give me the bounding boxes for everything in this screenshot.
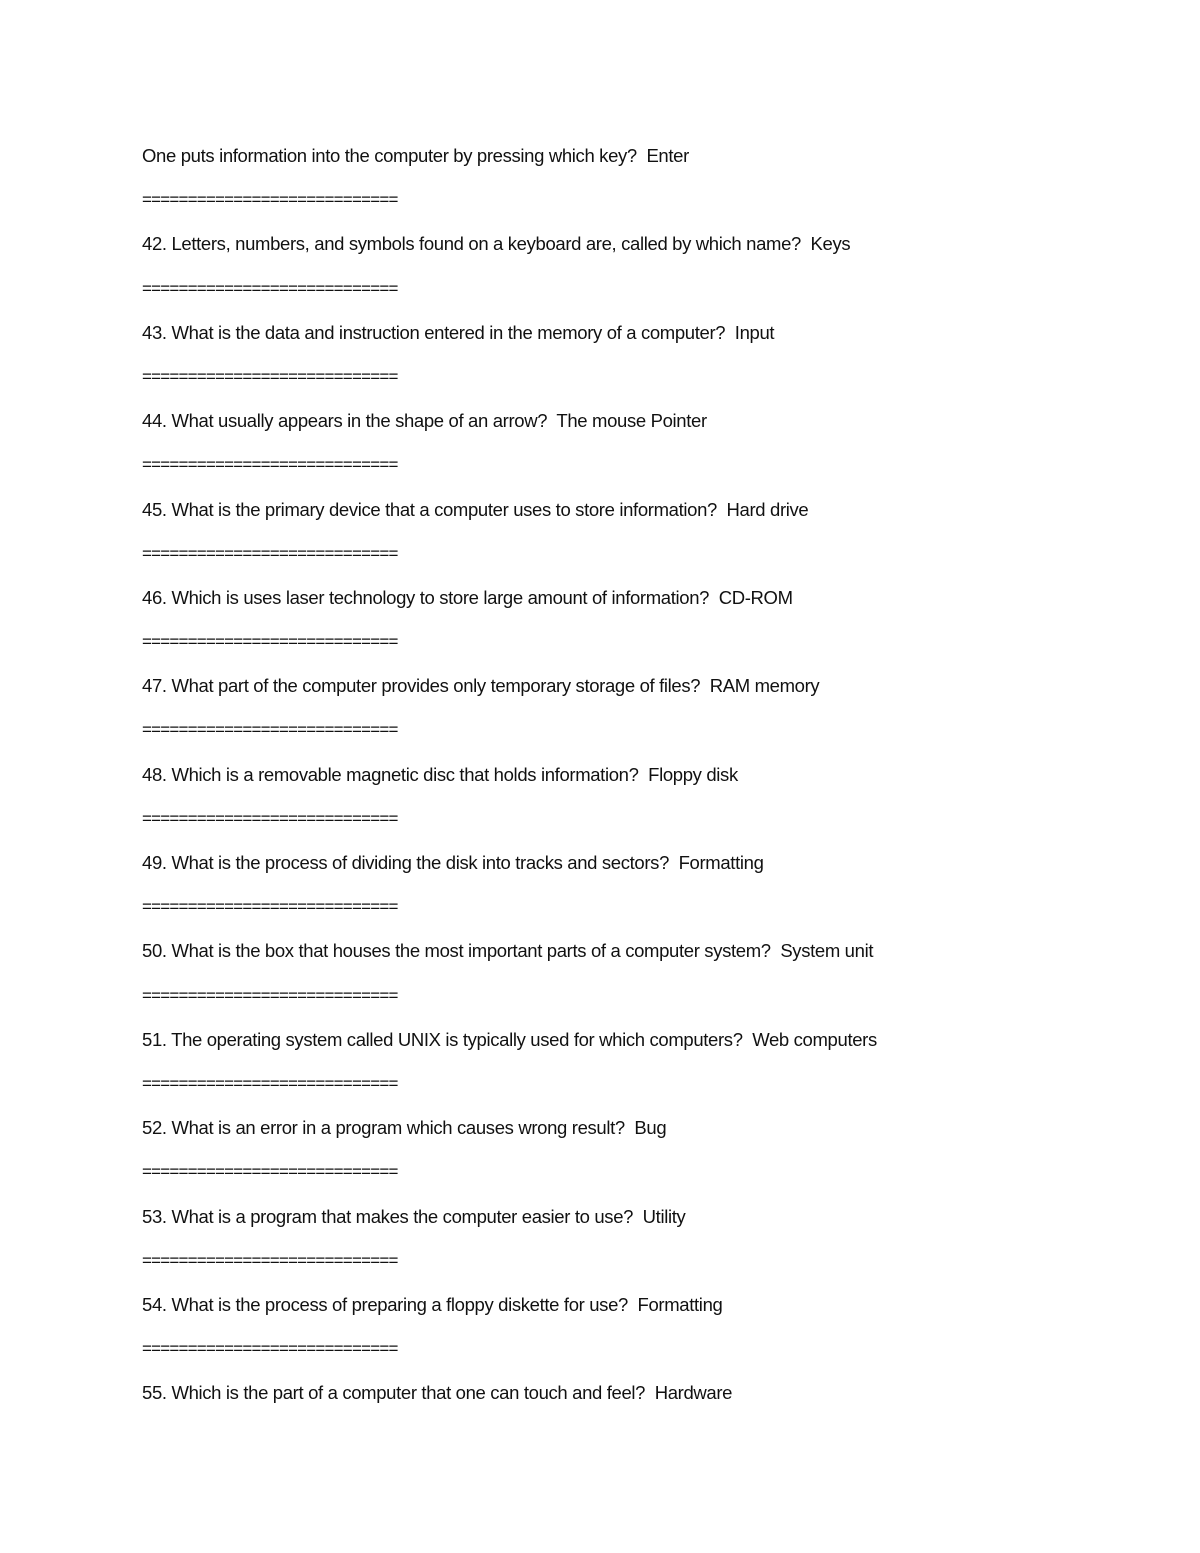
question-line: 52. What is an error in a program which causes wrong result? Bug: [142, 1117, 667, 1139]
separator-line: ============================: [142, 985, 398, 1005]
question-line: 51. The operating system called UNIX is typically used for which computers? Web computers: [142, 1028, 877, 1050]
question-line: 50. What is the box that houses the most important parts of a computer system? System unit: [142, 940, 874, 962]
question-line: 42. Letters, numbers, and symbols found on a keyboard are, called by which name? Keys: [142, 233, 851, 255]
separator-line: ============================: [142, 897, 398, 917]
separator-line: ============================: [142, 808, 398, 828]
separator-line: ============================: [142, 278, 398, 298]
question-line: 49. What is the process of dividing the disk into tracks and sectors? Formatting: [142, 852, 764, 873]
separator-line: ============================: [142, 190, 398, 210]
question-line: 47. What part of the computer provides only temporary storage of files? RAM memory: [142, 675, 820, 697]
question-line: 48. Which is a removable magnetic disc that holds information? Floppy disk: [142, 763, 738, 785]
question-line: 54. What is the process of preparing a floppy diskette for use? Formatting: [142, 1293, 723, 1315]
question-line: 55. Which is the part of a computer that one can touch and feel? Hardware: [142, 1382, 733, 1404]
separator-line: ============================: [142, 366, 398, 386]
separator-line: ============================: [142, 1339, 398, 1359]
separator-line: ============================: [142, 1250, 398, 1270]
question-line: One puts information into the computer by pressing which key? Enter: [142, 145, 689, 166]
separator-line: ============================: [142, 543, 398, 563]
separator-line: ============================: [142, 632, 398, 652]
question-line: 45. What is the primary device that a computer uses to store information? Hard drive: [142, 498, 809, 520]
question-line: 43. What is the data and instruction entered in the memory of a computer? Input: [142, 321, 775, 343]
question-line: 44. What usually appears in the shape of an arrow? The mouse Pointer: [142, 410, 707, 432]
separator-line: ============================: [142, 1073, 398, 1093]
document-body: [142, 143, 1102, 1424]
separator-line: ============================: [142, 720, 398, 740]
question-line: 53. What is a program that makes the computer easier to use? Utility: [142, 1205, 686, 1227]
separator-line: ============================: [142, 1162, 398, 1182]
separator-line: ============================: [142, 455, 398, 475]
question-line: 46. Which is uses laser technology to store large amount of information? CD-ROM: [142, 586, 793, 608]
